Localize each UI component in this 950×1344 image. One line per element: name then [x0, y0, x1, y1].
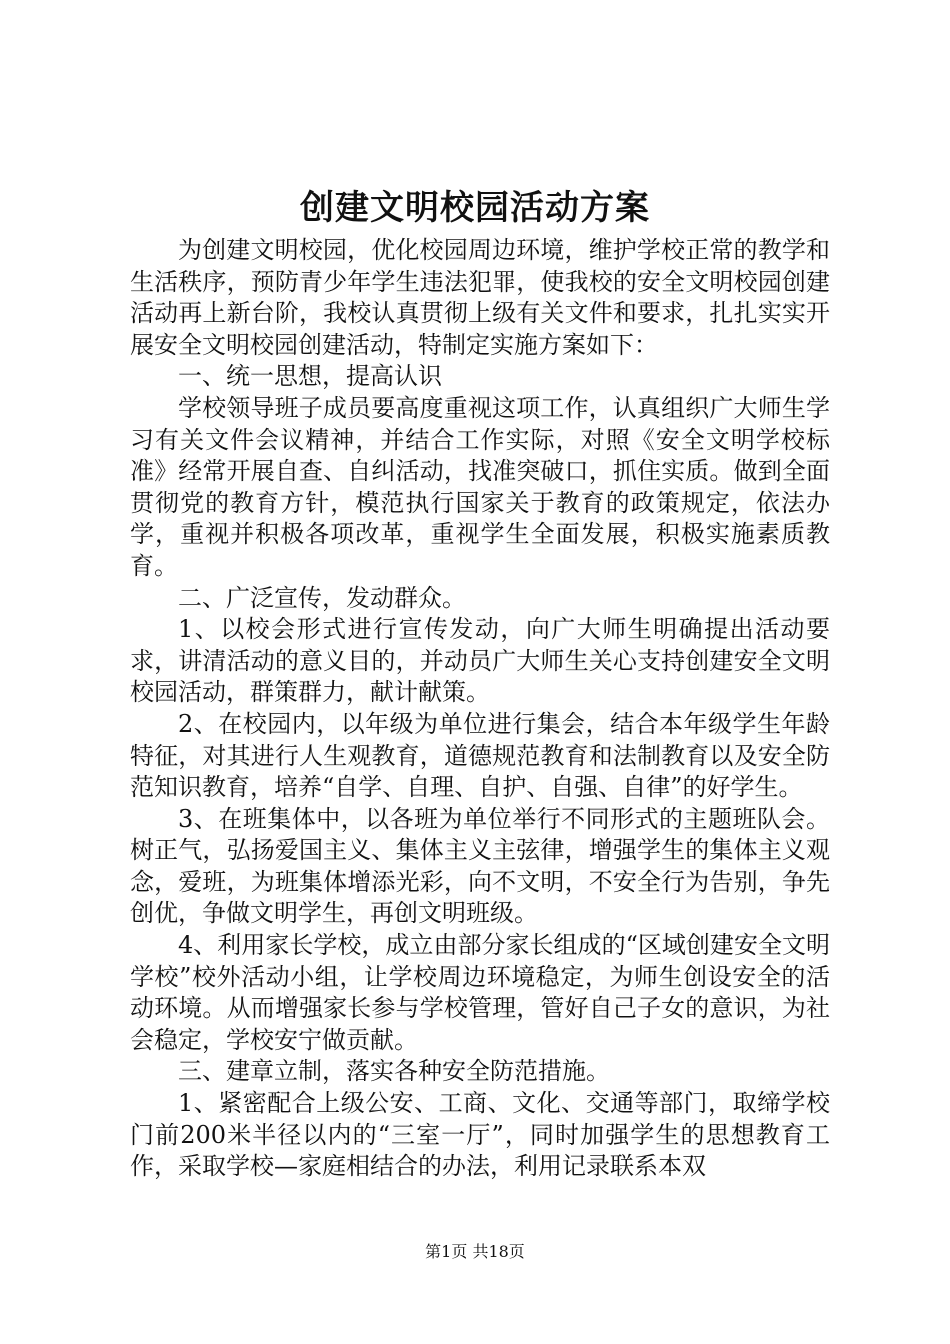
paragraph-item-3-1: 1、紧密配合上级公安、工商、文化、交通等部门，取缔学校门前200米半径以内的“三室一厅”，同时加强学生的思想教育工作，采取学校—家庭相结合的办法，利用记录联系本双	[130, 1089, 830, 1181]
paragraph-item-2-1: 1、以校会形式进行宣传发动，向广大师生明确提出活动要求，讲清活动的意义目的，并动员广大师生关心支持创建安全文明校园活动，群策群力，献计献策。	[130, 615, 830, 707]
paragraph-item-2-4: 4、利用家长学校，成立由部分家长组成的“区域创建安全文明学校”校外活动小组，让学校周边环境稳定，为师生创设安全的活动环境。从而增强家长参与学校管理，管好自己子女的意识，为社会稳定，学校安宁做贡献。	[130, 931, 830, 1054]
page-number-footer: 第1页 共18页	[425, 1242, 525, 1261]
heading-section-1: 一、统一思想，提高认识	[178, 362, 442, 391]
heading-section-3: 三、建章立制，落实各种安全防范措施。	[178, 1057, 610, 1086]
paragraph-item-2-2: 2、在校园内，以年级为单位进行集会，结合本年级学生年龄特征，对其进行人生观教育，道德规范教育和法制教育以及安全防范知识教育，培养“自学、自理、自护、自强、自律”的好学生。	[130, 709, 830, 802]
paragraph-item-2-3: 3、在班集体中，以各班为单位举行不同形式的主题班队会。树正气，弘扬爱国主义、集体主义主弦律，增强学生的集体主义观念，爱班，为班集体增添光彩，向不文明，不安全行为告别，争先创优，争做文明学生，再创文明班级。	[130, 804, 830, 928]
document-body	[130, 235, 830, 1183]
paragraph-section-1: 学校领导班子成员要高度重视这项工作，认真组织广大师生学习有关文件会议精神，并结合工作实际，对照《安全文明学校标准》经常开展自查、自纠活动，找准突破口，抓住实质。做到全面贯彻党的教育方针，模范执行国家关于教育的政策规定，依法办学，重视并积极各项改革，重视学生全面发展，积极实施素质教育。	[130, 393, 830, 580]
heading-section-2: 二、广泛宣传，发动群众。	[178, 583, 466, 612]
paragraph-intro: 为创建文明校园，优化校园周边环境，维护学校正常的教学和生活秩序，预防青少年学生违法犯罪，使我校的安全文明校园创建活动再上新台阶，我校认真贯彻上级有关文件和要求，扎扎实实开展安全文明校园创建活动，特制定实施方案如下：	[130, 236, 830, 359]
document-title: 创建文明校园活动方案	[300, 188, 650, 228]
